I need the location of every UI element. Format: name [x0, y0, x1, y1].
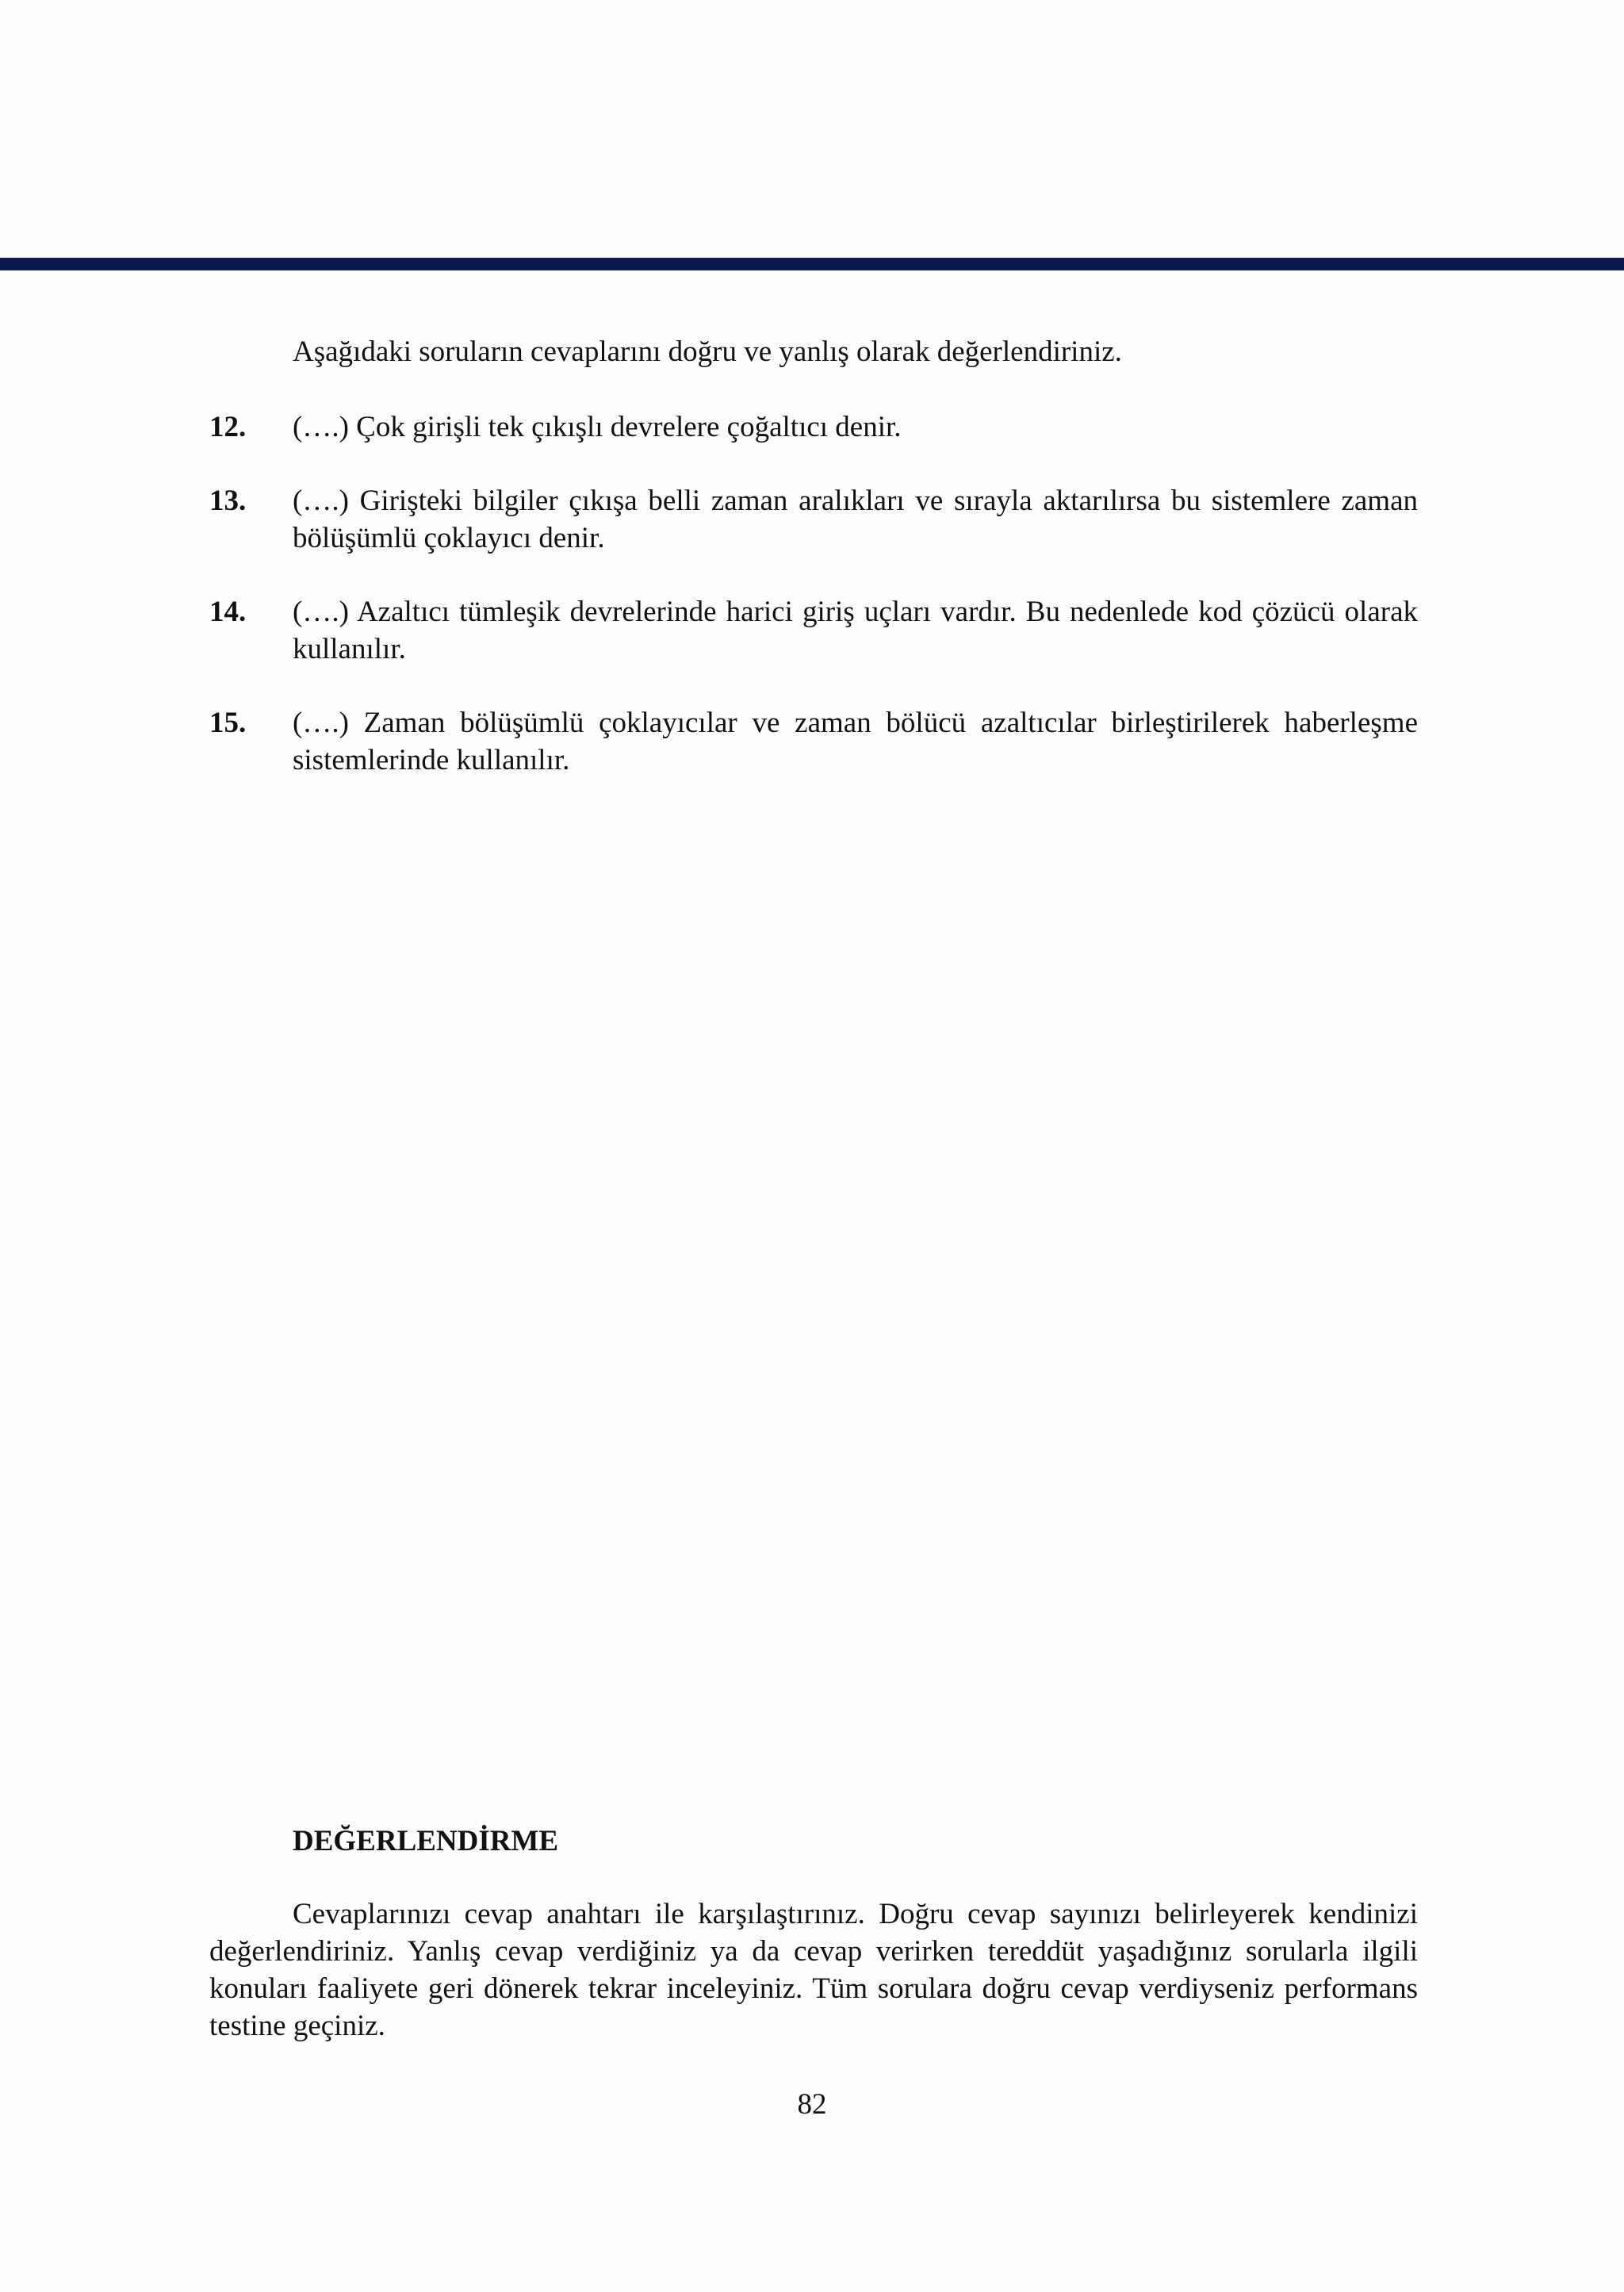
- question-text: (….) Çok girişli tek çıkışlı devrelere çoğaltıcı denir.: [293, 411, 902, 443]
- evaluation-paragraph: Cevaplarınızı cevap anahtarı ile karşılaştırınız. Doğru cevap sayınızı belirleyerek kendinizi değerlendiriniz. Yanlış cevap verdiğiniz ya da cevap verirken tereddüt yaşadığınız sorularla ilgili konuları faaliyete geri dönerek tekrar inceleyiniz. Tüm sorulara doğru cevap verdiyseniz performans testine geçiniz.: [209, 1898, 1418, 2042]
- question-number: 13.: [209, 485, 247, 517]
- question-number: 12.: [209, 411, 247, 443]
- question-number: 15.: [209, 707, 247, 739]
- evaluation-heading: DEĞERLENDİRME: [293, 1825, 559, 1857]
- question-number: 14.: [209, 596, 247, 628]
- instructions: Aşağıdaki soruların cevaplarını doğru ve yanlış olarak değerlendiriniz.: [293, 335, 1122, 368]
- question-text: (….) Girişteki bilgiler çıkışa belli zaman aralıkları ve sırayla aktarılırsa bu sistemlere zaman bölüşümlü çoklayıcı denir.: [293, 485, 1418, 554]
- header-rule: [0, 258, 1624, 270]
- page-number: 82: [797, 2088, 827, 2121]
- question-text: (….) Zaman bölüşümlü çoklayıcılar ve zaman bölücü azaltıcılar birleştirilerek haberleşme sistemlerinde kullanılır.: [293, 707, 1418, 776]
- question-text: (….) Azaltıcı tümleşik devrelerinde harici giriş uçları vardır. Bu nedenlede kod çözücü olarak kullanılır.: [293, 596, 1418, 665]
